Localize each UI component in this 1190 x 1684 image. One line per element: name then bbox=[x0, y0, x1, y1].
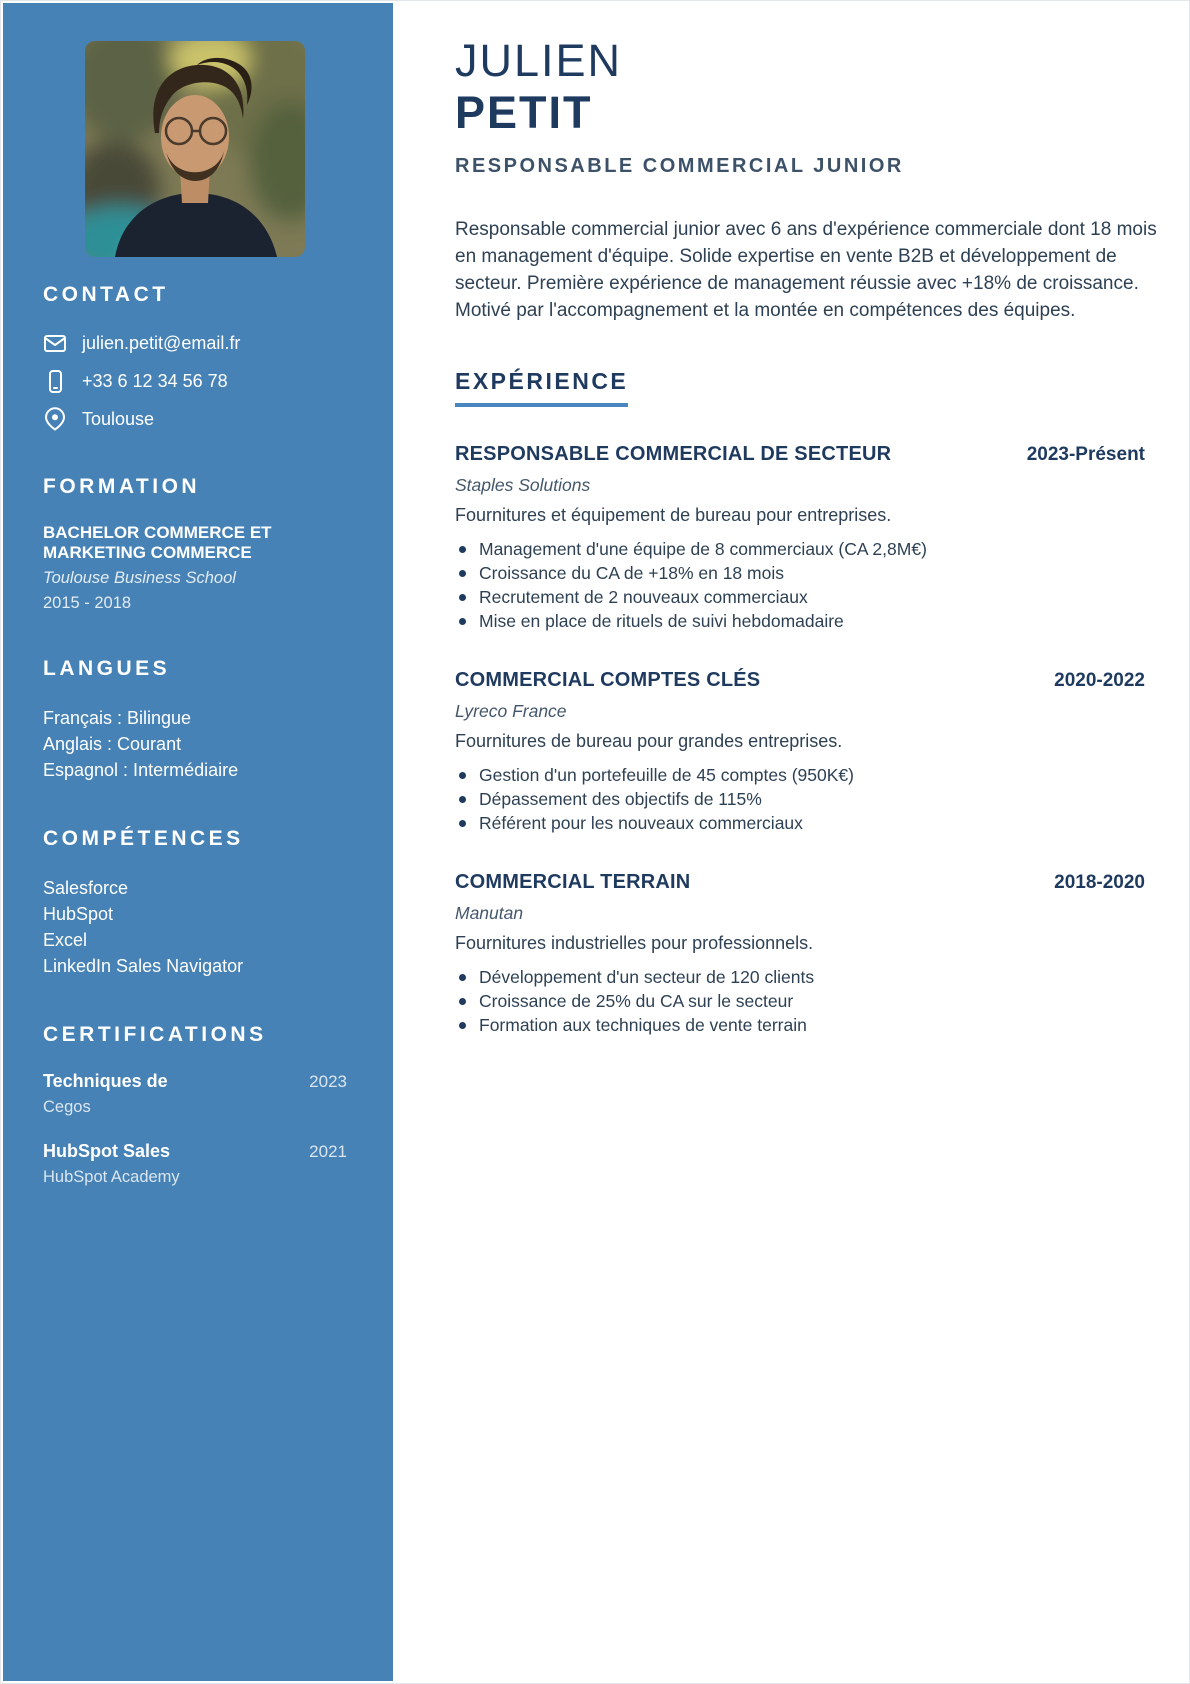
school-name: Toulouse Business School bbox=[43, 569, 236, 587]
job-dates: 2023-Présent bbox=[1026, 444, 1145, 465]
certification-item bbox=[43, 1141, 347, 1187]
formation-section bbox=[43, 475, 347, 613]
contact-location: Toulouse bbox=[82, 408, 155, 429]
first-name: JULIEN bbox=[455, 35, 623, 86]
certification-year: 2023 bbox=[309, 1072, 347, 1091]
job-bullet-list bbox=[455, 763, 1145, 835]
job-company: Manutan bbox=[455, 903, 524, 923]
contact-phone-row bbox=[43, 369, 347, 393]
job-bullet: Recrutement de 2 nouveaux commerciaux bbox=[455, 585, 1145, 609]
certification-org: Cegos bbox=[43, 1098, 91, 1116]
sidebar bbox=[3, 3, 393, 1681]
job-company: Lyreco France bbox=[455, 701, 567, 721]
email-icon bbox=[43, 331, 67, 355]
job-bullet: Dépassement des objectifs de 115% bbox=[455, 787, 1145, 811]
job-bullet: Croissance du CA de +18% en 18 mois bbox=[455, 561, 1145, 585]
last-name: PETIT bbox=[455, 87, 593, 138]
skill-item: Salesforce bbox=[43, 878, 129, 898]
skill-item: LinkedIn Sales Navigator bbox=[43, 956, 244, 976]
language-item: Français : Bilingue bbox=[43, 708, 192, 728]
formation-heading: FORMATION bbox=[43, 475, 201, 498]
contact-email: julien.petit@email.fr bbox=[82, 332, 241, 353]
langues-section bbox=[43, 657, 347, 783]
degree-title: BACHELOR COMMERCE ET MARKETING COMMERCE bbox=[43, 523, 272, 562]
job-bullet-list bbox=[455, 965, 1145, 1037]
job-dates: 2020-2022 bbox=[1054, 670, 1145, 691]
job-dates: 2018-2020 bbox=[1054, 872, 1145, 893]
main-column bbox=[395, 1, 1189, 1683]
job-bullet: Croissance de 25% du CA sur le secteur bbox=[455, 989, 1145, 1013]
certification-item bbox=[43, 1071, 347, 1117]
contact-phone: +33 6 12 34 56 78 bbox=[82, 370, 228, 391]
language-item: Espagnol : Intermédiaire bbox=[43, 760, 239, 780]
job-bullet: Formation aux techniques de vente terrain bbox=[455, 1013, 1145, 1037]
language-list bbox=[43, 705, 347, 783]
job-bullet: Développement d'un secteur de 120 clients bbox=[455, 965, 1145, 989]
skill-item: HubSpot bbox=[43, 904, 114, 924]
experience-entry bbox=[455, 443, 1145, 633]
education-years: 2015 - 2018 bbox=[43, 594, 132, 612]
job-description: Fournitures de bureau pour grandes entreprises. bbox=[455, 731, 843, 751]
candidate-name bbox=[455, 35, 1167, 139]
certification-year: 2021 bbox=[309, 1142, 347, 1161]
contact-email-row bbox=[43, 331, 347, 355]
contact-location-row bbox=[43, 407, 347, 431]
contact-section bbox=[43, 283, 347, 431]
experience-entry bbox=[455, 669, 1145, 835]
experience-heading: EXPÉRIENCE bbox=[455, 368, 628, 407]
competences-section bbox=[43, 827, 347, 979]
job-description: Fournitures industrielles pour professionnels. bbox=[455, 933, 814, 953]
phone-icon bbox=[43, 369, 67, 393]
experience-entry bbox=[455, 871, 1145, 1037]
job-title: COMMERCIAL TERRAIN bbox=[455, 871, 691, 893]
skill-item: Excel bbox=[43, 930, 88, 950]
job-bullet-list bbox=[455, 537, 1145, 633]
langues-heading: LANGUES bbox=[43, 657, 171, 680]
job-title: RESPONSABLE COMMERCIAL DE SECTEUR bbox=[455, 443, 892, 465]
contact-heading: CONTACT bbox=[43, 283, 169, 306]
job-title: COMMERCIAL COMPTES CLÉS bbox=[455, 669, 761, 691]
language-item: Anglais : Courant bbox=[43, 734, 182, 754]
job-description: Fournitures et équipement de bureau pour entreprises. bbox=[455, 505, 892, 525]
job-bullet: Mise en place de rituels de suivi hebdomadaire bbox=[455, 609, 1145, 633]
certifications-section bbox=[43, 1023, 347, 1187]
certification-org: HubSpot Academy bbox=[43, 1168, 180, 1186]
certification-title: HubSpot Sales bbox=[43, 1141, 171, 1161]
job-bullet: Gestion d'un portefeuille de 45 comptes (950K€) bbox=[455, 763, 1145, 787]
profile-photo bbox=[85, 41, 305, 257]
job-bullet: Management d'une équipe de 8 commerciaux (CA 2,8M€) bbox=[455, 537, 1145, 561]
profile-summary: Responsable commercial junior avec 6 ans d'expérience commerciale dont 18 mois en management d'équipe. Solide expertise en vente B2B et développement de secteur. Première expérience de management réussie avec +18% de croissance. Motivé par l'accompagnement et la montée en compétences des équipes. bbox=[455, 219, 1157, 321]
candidate-headline: RESPONSABLE COMMERCIAL JUNIOR bbox=[455, 155, 904, 177]
skill-list bbox=[43, 875, 347, 979]
competences-heading: COMPÉTENCES bbox=[43, 827, 244, 850]
certifications-heading: CERTIFICATIONS bbox=[43, 1023, 267, 1046]
job-company: Staples Solutions bbox=[455, 475, 591, 495]
certification-title: Techniques de bbox=[43, 1071, 168, 1091]
location-icon bbox=[43, 407, 67, 431]
job-bullet: Référent pour les nouveaux commerciaux bbox=[455, 811, 1145, 835]
